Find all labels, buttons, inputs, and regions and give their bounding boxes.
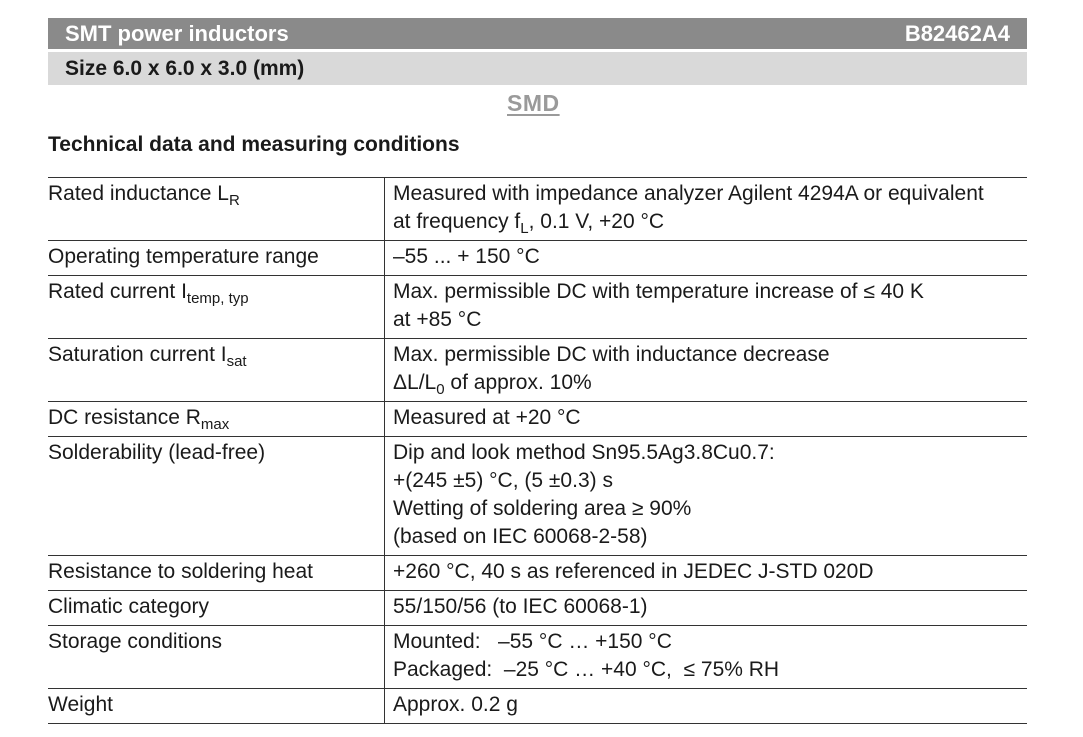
size-bar bbox=[48, 52, 1027, 85]
product-title: SMT power inductors bbox=[65, 20, 289, 46]
table-row bbox=[48, 241, 1027, 276]
part-number: B82462A4 bbox=[904, 20, 1010, 46]
parameter-name: Resistance to soldering heat bbox=[48, 560, 313, 583]
parameter-cell bbox=[48, 178, 385, 241]
condition-cell bbox=[385, 402, 1028, 437]
condition-cell bbox=[385, 437, 1028, 556]
parameter-cell bbox=[48, 276, 385, 339]
section-heading: Technical data and measuring conditions bbox=[48, 133, 460, 156]
parameter-cell bbox=[48, 626, 385, 689]
condition-line: Wetting of soldering area ≥ 90% bbox=[393, 497, 692, 520]
condition-line: +260 °C, 40 s as referenced in JEDEC J-STD 020D bbox=[393, 560, 874, 583]
table-row bbox=[48, 339, 1027, 402]
condition-cell bbox=[385, 689, 1028, 724]
parameter-name: Rated current I bbox=[48, 280, 187, 303]
condition-line: Dip and look method Sn95.5Ag3.8Cu0.7: bbox=[393, 441, 775, 464]
condition-line: Max. permissible DC with temperature increase of ≤ 40 K bbox=[393, 280, 924, 303]
parameter-cell bbox=[48, 437, 385, 556]
condition-cell bbox=[385, 276, 1028, 339]
parameter-name: Climatic category bbox=[48, 595, 210, 618]
condition-line: at +85 °C bbox=[393, 308, 482, 331]
title-bar bbox=[48, 18, 1027, 49]
parameter-name: DC resistance R bbox=[48, 406, 201, 429]
frequency-subscript: L bbox=[520, 220, 529, 237]
parameter-name: Saturation current I bbox=[48, 343, 227, 366]
parameter-subscript: sat bbox=[226, 353, 247, 370]
condition-cell bbox=[385, 178, 1028, 241]
delta-subscript: 0 bbox=[436, 381, 445, 398]
technical-data-table bbox=[48, 177, 1027, 724]
parameter-subscript: temp, typ bbox=[186, 290, 249, 307]
parameter-cell bbox=[48, 556, 385, 591]
table-row bbox=[48, 178, 1027, 241]
condition-line: Measured with impedance analyzer Agilent 4294A or equivalent bbox=[393, 182, 984, 205]
condition-line: Packaged: –25 °C … +40 °C, ≤ 75% RH bbox=[393, 658, 780, 681]
condition-line: $\Delta L/L_0$ of approx. 10% bbox=[393, 371, 592, 398]
condition-cell bbox=[385, 556, 1028, 591]
condition-line: Approx. 0.2 g bbox=[393, 693, 518, 716]
condition-line: –55 ... + 150 °C bbox=[393, 245, 540, 268]
parameter-cell bbox=[48, 402, 385, 437]
parameter-cell bbox=[48, 689, 385, 724]
condition-line: Mounted: –55 °C … +150 °C bbox=[393, 630, 672, 653]
condition-line: 55/150/56 (to IEC 60068-1) bbox=[393, 595, 648, 618]
parameter-subscript: max bbox=[200, 416, 230, 433]
condition-cell bbox=[385, 339, 1028, 402]
table-row bbox=[48, 689, 1027, 724]
table-row bbox=[48, 626, 1027, 689]
parameter-name: Solderability (lead-free) bbox=[48, 441, 266, 464]
condition-line: Measured at +20 °C bbox=[393, 406, 581, 429]
condition-line: (based on IEC 60068-2-58) bbox=[393, 525, 648, 548]
table-row bbox=[48, 556, 1027, 591]
parameter-cell bbox=[48, 591, 385, 626]
parameter-name: Storage conditions bbox=[48, 630, 222, 653]
parameter-name: Rated inductance L bbox=[48, 182, 229, 205]
condition-line: at frequency $f_L$, 0.1 V, +20 °C bbox=[393, 210, 665, 237]
condition-line: +(245 ±5) °C, (5 ±0.3) s bbox=[393, 469, 613, 492]
parameter-cell bbox=[48, 339, 385, 402]
parameter-cell bbox=[48, 241, 385, 276]
size-label: Size 6.0 x 6.0 x 3.0 (mm) bbox=[65, 56, 305, 80]
condition-cell bbox=[385, 591, 1028, 626]
parameter-name: Operating temperature range bbox=[48, 245, 319, 268]
condition-cell bbox=[385, 241, 1028, 276]
parameter-subscript: R bbox=[228, 192, 240, 209]
condition-cell bbox=[385, 626, 1028, 689]
table-row bbox=[48, 402, 1027, 437]
smd-logo: SMD bbox=[507, 90, 560, 116]
table-row bbox=[48, 437, 1027, 556]
table-row bbox=[48, 276, 1027, 339]
parameter-name: Weight bbox=[48, 693, 113, 716]
condition-line: Max. permissible DC with inductance decrease bbox=[393, 343, 830, 366]
table-row bbox=[48, 591, 1027, 626]
